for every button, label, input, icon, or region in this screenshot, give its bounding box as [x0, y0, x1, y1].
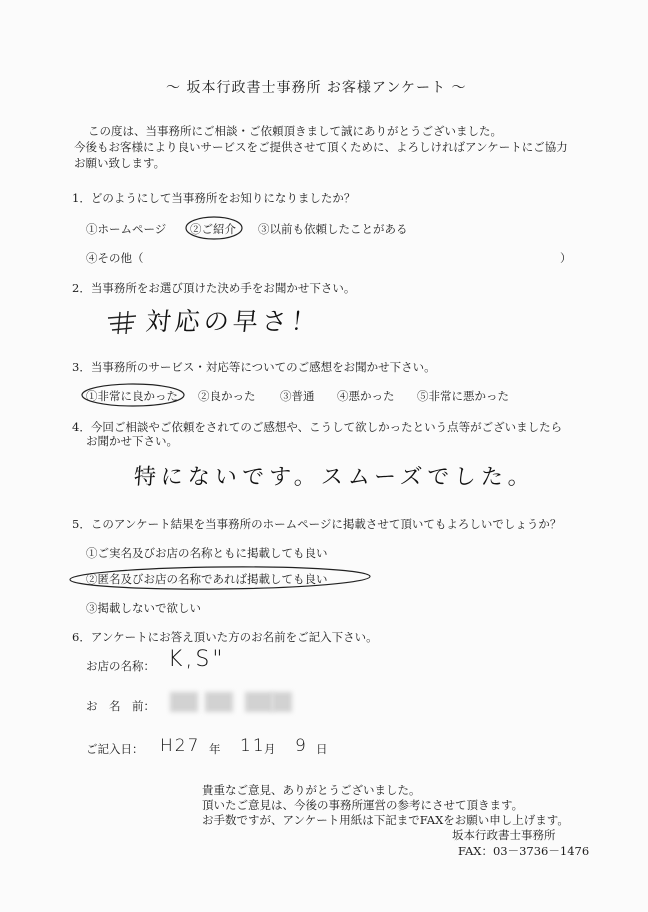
q3-option-5: ⑤非常に悪かった [417, 389, 509, 403]
intro-line-1: この度は、当事務所にご相談・ご依頼頂きまして誠にありがとうございました。 [88, 124, 502, 138]
q1-option-2: ②ご紹介 [190, 222, 236, 236]
q3-option-4: ④悪かった [337, 389, 395, 403]
name-label: お 名 前： [86, 699, 155, 713]
q2-question: 2．当事務所をお選び頂けた決め手をお聞かせ下さい。 [72, 281, 356, 295]
q2-scribble [108, 311, 136, 334]
date-day-unit: 日 [316, 742, 328, 756]
q5-question: 5．このアンケート結果を当事務所のホームページに掲載させて頂いてもよろしいでしょうか？ [72, 517, 562, 531]
office-name: 坂本行政書士事務所 [452, 828, 556, 842]
q5-option-2: ②匿名及びお店の名称であれば掲載しても良い [86, 572, 328, 586]
q5-option-3: ③掲載しないで欲しい [86, 601, 201, 615]
closing-line-2: 頂いたご意見は、今後の事務所運営の参考にさせて頂きます。 [202, 798, 524, 812]
q2-answer: 対応の早さ！ [144, 307, 322, 336]
date-label: ご記入日： [86, 742, 144, 756]
shop-name-value: K,S" [168, 647, 226, 672]
q5-option-1: ①ご実名及びお店の名称ともに掲載しても良い [86, 546, 328, 560]
shop-name-label: お店の名称： [86, 659, 155, 673]
q1-option-1: ①ホームページ [86, 222, 167, 236]
q5-selection-circle [70, 565, 370, 590]
q4-question-line-1: 4．今回ご相談やご依頼をされてのご感想や、こうして欲しかったという点等がございましたら [72, 420, 563, 434]
date-year-unit: 年 [209, 742, 221, 756]
intro-line-3: お願い致します。 [74, 156, 166, 170]
q1-option-3: ③以前も依頼したことがある [258, 222, 408, 236]
q4-question-line-2: お聞かせ下さい。 [86, 434, 178, 448]
q1-other-close: ） [560, 251, 572, 265]
date-month: 11 [240, 736, 266, 756]
q3-option-3: ③普通 [280, 389, 315, 403]
date-era: H27 [160, 736, 201, 756]
q1-other-label: ④その他（ [86, 251, 144, 265]
closing-line-3: お手数ですが、アンケート用紙は下記までFAXをお願い申し上げます。 [202, 813, 569, 827]
intro-line-2: 今後もお客様により良いサービスをご提供させて頂くために、よろしければアンケートにご協力 [74, 140, 568, 154]
q4-answer: 特にないです。スムーズでした。 [132, 465, 536, 490]
date-day: 9 [295, 736, 308, 756]
q1-selection-circle [186, 217, 242, 239]
q3-selection-circle [82, 384, 184, 406]
date-month-unit: 月 [264, 742, 276, 756]
page-title: ～ 坂本行政書士事務所 お客様アンケート ～ [166, 80, 467, 96]
q3-option-1: ①非常に良かった [86, 389, 178, 403]
office-fax: FAX：03－3736－1476 [458, 844, 590, 858]
closing-line-1: 貴重なご意見、ありがとうございました。 [202, 783, 421, 797]
q3-question: 3．当事務所のサービス・対応等についてのご感想をお聞かせ下さい。 [72, 360, 436, 374]
q6-question: 6．アンケートにお答え頂いた方のお名前をご記入下さい。 [72, 630, 378, 644]
q1-question: 1．どのようにして当事務所をお知りになりましたか？ [72, 191, 356, 205]
q3-option-2: ②良かった [198, 389, 256, 403]
